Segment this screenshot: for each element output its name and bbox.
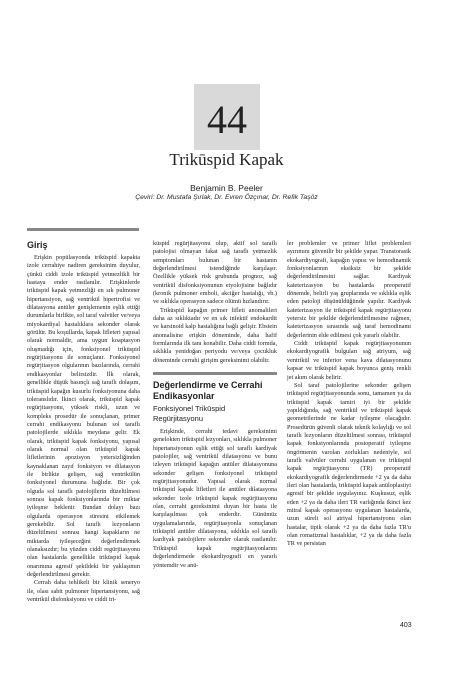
- chapter-author: Benjamin B. Peeler: [190, 183, 263, 193]
- subheading-functional-tr: Fonksiyonel Trikūspid Regürjitasyonu: [153, 404, 226, 423]
- paragraph: Cerrah daha tehlikeli bir klinik seneryo ile, olası sabit pulmoner hipertansiyonu, sağ ventrikül disfonksiyonu ve ciddi tri-: [27, 579, 140, 604]
- section-heading-intro: Giriş: [27, 240, 48, 250]
- section-heading-surgery: Değerlendirme ve Cerrahi Endikasyonlar: [153, 380, 263, 401]
- column-2-top: [153, 240, 277, 365]
- paragraph: Erişkin popülasyonda trikūspid kapakta izole cerrahiye nadiren gereksinim duyulur, çünkü ciddi izole trikūspid yetmezlikli bir hastaya ender rastlanılır. Erişkinlerde trikūspid kapak yetmezliği en sık pulmoner hipertansiyon, sağ ventrikül hipertrofisi ve dilatasyona antüler genişlemenin eşlik ettiği durumlarla birlikte, sol taraf valvüler ve/veya miyokardiyal hastalıklara sekonder olarak görülür. Bu koşullarda, kapak lifleteri yapısal olarak normaldir, ama uygun koaptasyon oluşmadığı için, fonksiyonel trikūspid regürjitasyonu ile sonuçlanır. Fonksiyonel regürjitasyon olgularının bazılarında, cerrahi endikasyonlar belirsizdir. İlk olarak, genellikle düşük basınçlı sağ taraflı dolaşım, trikūspid kapağın kusurlu fonksiyonuna daha toleranslıdır. İkinci olarak, trikūspid kapak regürjitasyonu, yüksek riskli, uzun ve kompleks prosedür ile sonuçlanan, primer cerrahi endikasyonu bulunan sol taraflı patolojilerde sıklıkla meydana gelir. Ek olarak, trikūspid kapak fonksiyonu, yapısal olarak normal olan trikūspid kapak lifletlerinin apozisyon yetersizliğinden kaynaklanan zayıf fonksiyon ve dilatasyon ile birlikte gelişen, sağ ventrikülün fonksiyonel durumuna bağlıdır. Bir çok olguda sol taraflı patolojilerin düzeltilmesi sonrası kapak fonksiyonlarında bir miktar iyileşme beklenir. Bundan dolayı bazı olgularda operasyon süresini etkilemek gerekebilir. Sol taraflı lezyonların düzeltilmesi sonrası hangi kapakların ne miktarda iyileşeceğini değerlendirmek olanaksızdır; bu yüzden ciddi regürjitasyonu olan hastalarda genellikle trikūspid kapak onarımına agresif şekildeki bir yaklaşımın değerlendirilmesi gerekir.: [27, 254, 140, 579]
- paragraph: kūspid regürjitasyonu olup, aktif sol taraflı patolojisi olmayan fakat sağ taraflı yetmezlik semptomları bulunan bir hastanın değerlendirilmesi istendiğinde karşılaşır. Özellikle yüksek risk grubunda prognoz, sağ ventrikül disfonksiyonunun etyolojisine bağlıdır (kronik pulmoner emboli, akciğer hastalığı, vb.) ve sıklıkla operasyon sadece olümü hızlandırır.: [153, 240, 277, 306]
- paragraph: Sol taraf patolojilerine sekonder gelişen trikūspid regürjitasyonunda sonu, tamamen ya da trikūspid kapak tamiri iyi bir şekilde yapıldığında, sağ ventrikül ve trikūspid kapak geometrilerinde ne kadar iyileşme olacağıdır. Prosedürün güvenli olarak teknik kolaylığı ve sol taraflı lezyonların düzeltilmesi sonrası, trikūspid kapak fonksiyonlarında postoperatif iyileşme öngörmenin varolan zorlukları nedeniyle, sol taraflı valvüler cerrahi uygulanan ve trikūspid kapak regürjitasyonu (TR) preoperatif ekokardiyografik değerlendirmede +2 ya da daha ileri olan hastalarda, trikūspid kapak anüloplastiyi agresif bir şekilde uygulayınız. Kuşkusuz, eşlik eden +2 ya da daha ileri TR varlığında ikinci kez mitral kapak operasyonu uygulanan hastalarda, uzun süreli sol atriyal hipertansiyonu olan hastalar, tipik olarak +2 ya da daha fazla TR'u olan romatizmal hastalıklar, +2 ya da daha fazla TR ve persistan: [287, 381, 411, 548]
- section-rule: [153, 372, 277, 375]
- page-number: 403: [400, 622, 412, 629]
- column-1: [27, 254, 140, 604]
- chapter-translators: Çeviri: Dr. Mustafa Şırlak, Dr. Evren Özçınar, Dr. Refik Taşöz: [135, 194, 318, 201]
- paragraph: Erişkinde, cerrahi tedavi gereksinimi genelokten trikūspid lezyonları, sıklıkla pulmoner hipertansiyonun eşlik ettiği sol taraflı kardiyak patolojiler, sağ ventrikül dilatasyonu ve bunu izleyen trikūspid kapağın antüler dilatasyonuna sekonder gelişen fonksiyonel trikūspid regürjitasyonudur. Yapısal olarak normal trikūspid kapak lifletleri ile antüler dilatasyona sekonder izole trikūspid kapak regürjitasyonu olan, cerrahi gereksinimi duyan bir hasta ile karşılaşılması çok enderdir. Günümüz uygulamalarında, regürjitasyonla sonuçlanan trikūspid antüler dilatasyona, sıklıkla sol taraflı kardiyak patolojilere sekonder olarak rastlanılır. Trikūspid kapak regürjitasyonlarını değerlendirmede ekokardiyografi en yararlı yöntemdir ve anü-: [153, 428, 277, 569]
- paragraph: Ciddi trikūspid kapak regürjitasyonunun ekokardiyografik bulguları sağ atriyum, sağ ventrikül ve inferior vena kava dilatasyonunu kapsar ve trikūspid kapak boyunca geniş renkli jet akım olarak belirir.: [287, 340, 411, 381]
- section-rule: [27, 228, 139, 231]
- column-2-bottom: [153, 428, 277, 570]
- chapter-title: Trikūspid Kapak: [169, 150, 284, 169]
- column-3: [287, 240, 411, 549]
- paragraph: Trikūspid kapağın primer lifleti anomalileri daha az sıklıktadır ve en sık infektif endokardit ve karsinoid kalp hastalığına bağlı gelişir. Ebstein anomalisine erişkin döneminde, daha hafif formlarında ilk tanı konabilir. Daha ciddi formda, sıklıkla yenidoğan periyodu ve/veya çocukluk döneminde cerrahi girişim gereksinimi olabilir.: [153, 306, 277, 364]
- chapter-number: 44: [207, 97, 247, 142]
- paragraph: ler problemler ve primer liflet problemleri ayırımını güvenilir bir şekilde yapar. Transtorasik ekokardiyografi, kapağın yapısı ve hemodinamik fonksiyonlarının eksiksiz bir şekilde değerlendirilmesini sağlar. Kardiyak kateterizasyon bu hastalarda preoperatif dönemde, belirli yaş gruplarında ve sıklıkla eşlik eden patoloji düşünüldüğünde yapılır. Kardiyak kateterizasyon ile trikūspid kapak regürjitasyonu yetersiz bir şekilde değerlendirilmesine rağmen, kateterizasyon sırasında sağ taraf hemodinamı değerlerinin elde edilmesi çok yararlı olabilir.: [287, 240, 411, 339]
